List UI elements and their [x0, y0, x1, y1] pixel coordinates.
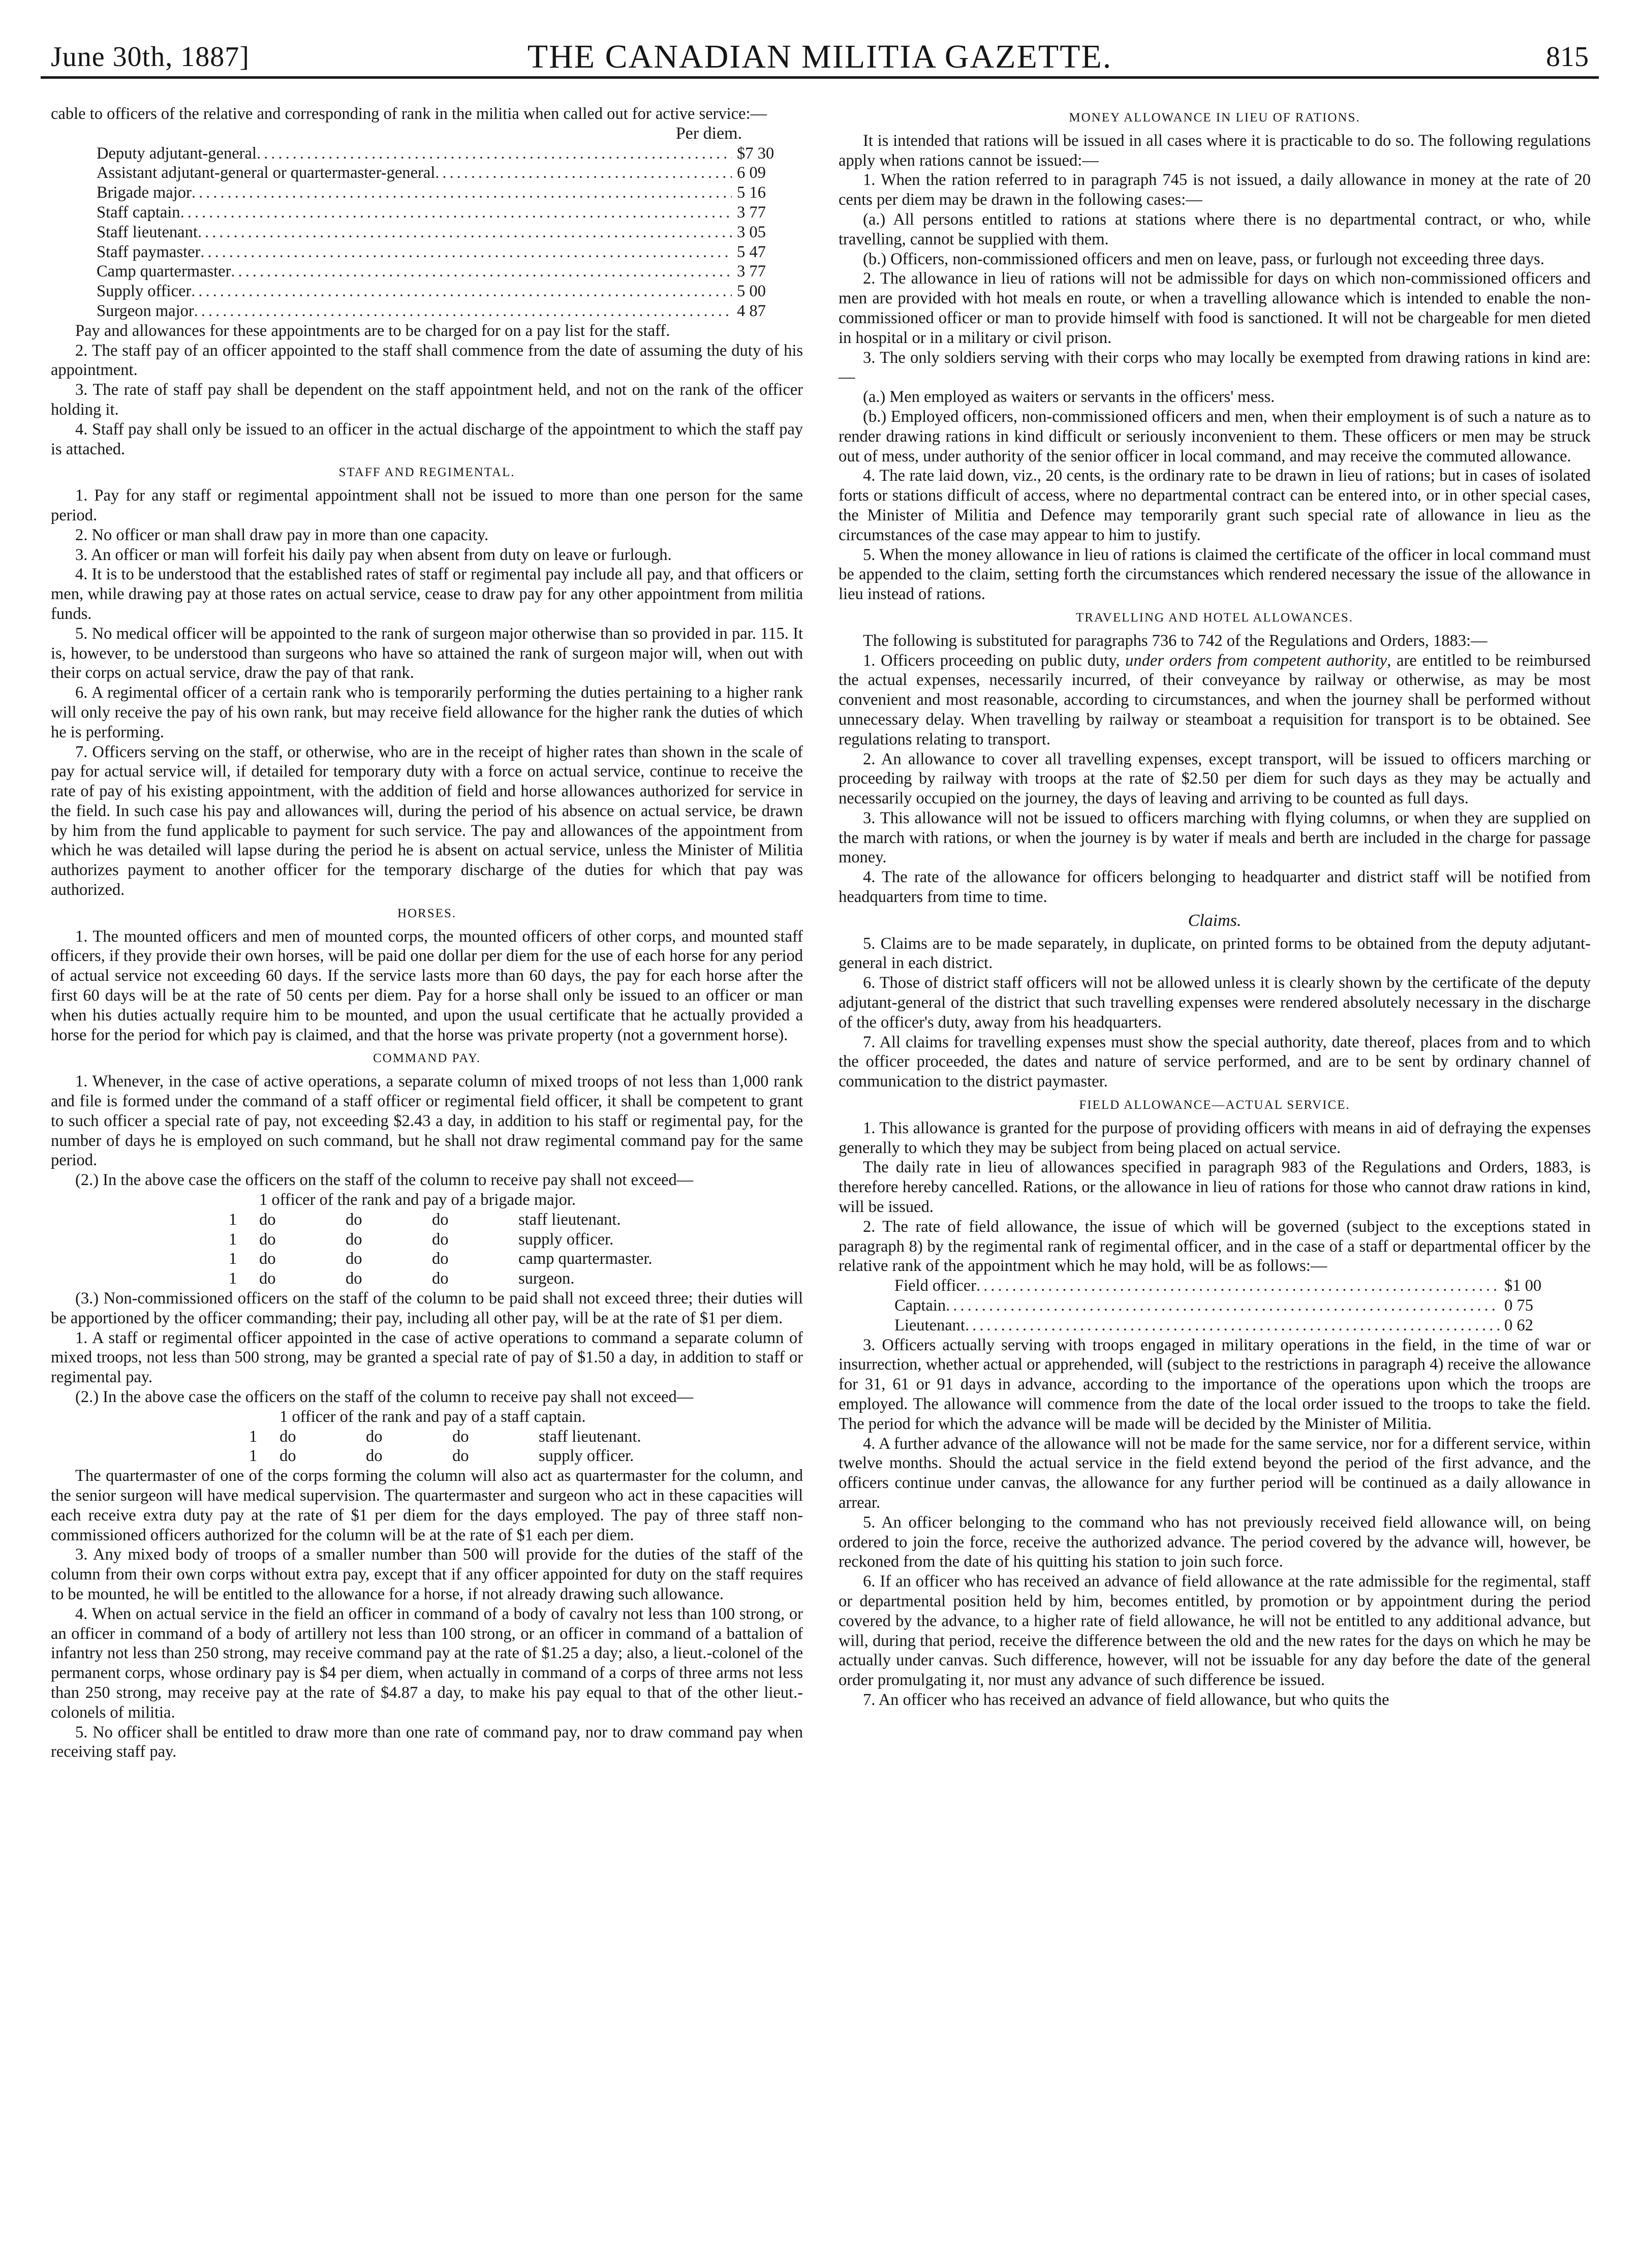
- paragraph: 1. This allowance is granted for the purpose of providing officers with means in aid of defraying the expenses generally to which they may be subject from being placed on actual service.: [839, 1119, 1591, 1157]
- role: camp quartermaster.: [518, 1250, 653, 1268]
- paragraph: 4. It is to be understood that the established rates of staff or regimental pay include all pay, and that officers or men, while drawing pay at those rates on actual service, cease to draw pay for any other appointment from militia funds.: [51, 565, 803, 623]
- ditto: do: [259, 1269, 276, 1288]
- role: supply officer.: [518, 1230, 614, 1249]
- paragraph: 1. Whenever, in the case of active operations, a separate column of mixed troops of not less than 1,000 rank and file is formed under the command of a staff officer or regimental field officer, it shall be competent to grant to such officer a special rate of pay, not exceeding $2.43 a day, in addition to his staff or regimental pay, for the number of days he is employed on such command, but he shall not draw regimental command pay for the same period.: [51, 1072, 803, 1170]
- publication-title: THE CANADIAN MILITIA GAZETTE.: [527, 38, 1112, 75]
- officers-list-row: [249, 1446, 803, 1466]
- rank-label: Deputy adjutant-general: [97, 144, 257, 163]
- ditto: do: [346, 1250, 362, 1268]
- staff-rate-row: [97, 262, 803, 282]
- paragraph: 4. Staff pay shall only be issued to an officer in the actual discharge of the appointment to which the staff pay is attached.: [51, 420, 803, 458]
- paragraph: 2. The staff pay of an officer appointed to the staff shall commence from the date of assuming the duty of his appointment.: [51, 341, 803, 380]
- staff-rate-row: [97, 163, 803, 183]
- section-heading-travelling: TRAVELLING AND HOTEL ALLOWANCES.: [1076, 610, 1353, 625]
- rank-label: Field officer: [894, 1277, 976, 1295]
- paragraph: (a.) Men employed as waiters or servants in the officers' mess.: [863, 388, 1275, 407]
- rank-label: Captain: [894, 1296, 946, 1315]
- emphasis: under orders from competent authority: [1125, 651, 1387, 670]
- rank-label: Surgeon major: [97, 301, 194, 320]
- paragraph: 4. A further advance of the allowance will not be made for the same service, nor for a different service, within twelve months. Should the actual service in the field extend beyond the period of the first advance, and the officers continue under canvas, the allowance for any further period will be continued as a daily allowance in arrear.: [839, 1434, 1591, 1512]
- rate-value: 3 05: [737, 223, 766, 241]
- rank-label: Lieutenant: [894, 1316, 965, 1334]
- rate-value: 5 16: [737, 183, 766, 202]
- section-heading-command-pay: COMMAND PAY.: [373, 1051, 481, 1066]
- ditto: do: [280, 1447, 296, 1466]
- paragraph: 3. The only soldiers serving with their corps who may locally be exempted from drawing rations in kind are:—: [839, 348, 1591, 387]
- ditto: do: [432, 1230, 449, 1249]
- officers-list-row: [229, 1210, 803, 1230]
- paragraph: 2. No officer or man shall draw pay in more than one capacity.: [75, 525, 489, 544]
- officers-list-first: 1 officer of the rank and pay of a brigade major.: [259, 1191, 576, 1209]
- role: staff lieutenant.: [518, 1210, 621, 1229]
- role: staff lieutenant.: [539, 1427, 641, 1446]
- rank-label: Staff captain: [97, 203, 180, 222]
- paragraph: 7. An officer who has received an advance of field allowance, but who quits the: [863, 1690, 1389, 1709]
- ditto: do: [259, 1210, 276, 1229]
- text-run: , are entitled to be reimbursed the actual expenses, necessarily incurred, of their conveyance by railway or otherwise, as may be most convenient and most reasonable, according to circumstances, and when the journey shall be performed without unnecessary delay. When travelling by railway or steamboat a requisition for transport is to be obtained. See regulations relating to transport.: [839, 651, 1591, 749]
- ditto: do: [346, 1230, 362, 1249]
- rate-value: 5 47: [737, 242, 766, 261]
- officers-list: [51, 1190, 803, 1289]
- officers-list-row: [229, 1190, 803, 1210]
- field-rate-row: [894, 1316, 1570, 1335]
- staff-rate-row: [97, 183, 803, 203]
- paragraph: 2. The allowance in lieu of rations will not be admissible for days on which non-commissioned officers and men are provided with hot meals en route, or when a travelling allowance which is intended to enable the non-commissioned officer or man to provide himself with food is sanctioned. It will not be chargeable for men dieted in hospital or in a military or civil prison.: [839, 269, 1591, 347]
- paragraph: (a.) All persons entitled to rations at stations where there is no departmental contract, or who, while travelling, cannot be supplied with them.: [839, 210, 1591, 248]
- staff-rate-row: [97, 301, 803, 321]
- paragraph: 7. All claims for travelling expenses must show the special authority, date thereof, places from and to which the officer proceeded, the dates and nature of service performed, and are to be sent by ordinary channel of communication to the district paymaster.: [839, 1033, 1591, 1091]
- paragraph: 5. No officer shall be entitled to draw more than one rate of command pay, nor to draw command pay when receiving staff pay.: [51, 1723, 803, 1761]
- count: 1: [249, 1447, 258, 1466]
- staff-rate-row: [97, 144, 803, 164]
- paragraph: (2.) In the above case the officers on the staff of the column to receive pay shall not exceed—: [75, 1171, 694, 1190]
- section-heading-claims: Claims.: [1188, 911, 1242, 930]
- role: supply officer.: [539, 1447, 634, 1466]
- paragraph: 4. When on actual service in the field an officer in command of a body of cavalry not less than 100 strong, or an officer in command of a body of artillery not less than 100 strong, or an officer in command of a battalion of infantry not less than 250 strong, may receive command pay at the rate of $1.25 a day; also, a lieut.-colonel of the permanent corps, whose ordinary pay is $4 per diem, when actually in command of a corps of three arms not less than 250 strong, may receive pay at the rate of $4.87 a day, to make his pay equal to that of the other lieut.-colonels of militia.: [51, 1604, 803, 1722]
- paragraph: 6. Those of district staff officers will not be allowed unless it is clearly shown by the certificate of the deputy adjutant-general of the district that such travelling expenses were rendered absolutely necessary in the discharge of the officer's duty, away from his headquarters.: [839, 974, 1591, 1032]
- paragraph: It is intended that rations will be issued in all cases where it is practicable to do so. The following regulations apply when rations cannot be issued:—: [839, 131, 1591, 170]
- rank-label: Assistant adjutant-general or quartermaster-general: [97, 164, 436, 182]
- ditto: do: [259, 1250, 276, 1268]
- issue-date: June 30th, 1887]: [51, 41, 250, 73]
- rate-value: $1 00: [1504, 1277, 1542, 1295]
- rate-value: 0 75: [1504, 1296, 1533, 1315]
- staff-rate-row: [97, 223, 803, 242]
- paragraph: 2. The rate of field allowance, the issue of which will be governed (subject to the exceptions stated in paragraph 8) by the regimental rank of regimental officer, and in the case of a staff or departmental officer by the relative rank of the appointment which he may hold, will be as follows:—: [839, 1217, 1591, 1276]
- role: surgeon.: [518, 1269, 575, 1288]
- ditto: do: [346, 1269, 362, 1288]
- rate-value: 5 00: [737, 282, 766, 301]
- rate-value: 0 62: [1504, 1316, 1533, 1334]
- ditto: do: [432, 1210, 449, 1229]
- paragraph: 5. Claims are to be made separately, in duplicate, on printed forms to be obtained from the deputy adjutant-general in each district.: [839, 934, 1591, 973]
- officers-list-row: [249, 1427, 803, 1447]
- paragraph: 3. Officers actually serving with troops engaged in military operations in the field, in the time of war or insurrection, whether actual or apprehended, will (subject to the restrictions in paragraph 4) receive the allowance for 31, 61 or 91 days in advance, according to the importance of the operations upon which the troops are employed. The allowance will commence from the date of the local order issued to the troops to take the field. The period for which the advance will be made will be decided by the Minister of Militia.: [839, 1335, 1591, 1433]
- text-run: 1. Officers proceeding on public duty,: [863, 651, 1126, 670]
- paragraph: 7. Officers serving on the staff, or otherwise, who are in the receipt of higher rates than shown in the scale of pay for actual service will, if detailed for temporary duty with a force on actual service, continue to receive the rate of pay of his existing appointment, with the addition of field and horse allowances authorized for service in the field. In such case his pay and allowances will, during the period of his absence on actual service, be drawn by him from the fund applicable to payment for such service. The pay and allowances of the appointment from which he was detailed will lapse during the period he is absent on actual service, unless the Minister of Militia authorizes payment to another officer for the temporary discharge of the duties for which that pay was authorized.: [51, 742, 803, 899]
- count: 1: [229, 1250, 237, 1268]
- paragraph: 1. Pay for any staff or regimental appointment shall not be issued to more than one person for the same period.: [51, 486, 803, 524]
- page-header: [41, 30, 1599, 79]
- section-heading-horses: HORSES.: [397, 906, 457, 920]
- intro-paragraph: cable to officers of the relative and corresponding of rank in the militia when called out for active service:—: [51, 105, 767, 123]
- count: 1: [229, 1210, 237, 1229]
- paragraph: 4. The rate of the allowance for officers belonging to headquarter and district staff will be notified from headquarters from time to time.: [839, 868, 1591, 907]
- paragraph: [839, 651, 1591, 750]
- rank-label: Camp quartermaster: [97, 262, 231, 281]
- paragraph: 5. An officer belonging to the command who has not previously received field allowance will, on being ordered to join the force, receive the authorized advance. The period covered by the advance will, however, be reckoned from the date of his quitting his station to join such force.: [839, 1513, 1591, 1571]
- count: 1: [249, 1427, 258, 1446]
- paragraph: 1. When the ration referred to in paragraph 745 is not issued, a daily allowance in money at the rate of 20 cents per diem may be drawn in the following cases:—: [839, 171, 1591, 209]
- paragraph: 4. The rate laid down, viz., 20 cents, is the ordinary rate to be drawn in lieu of rations; but in cases of isolated forts or stations difficult of access, where no departmental contract can be entered into, or in other special cases, the Minister of Militia and Defence may temporarily grant such special rate of allowance in lieu as the circumstances of the case may appear to him to justify.: [839, 467, 1591, 544]
- ditto: do: [432, 1250, 449, 1268]
- officers-list-row: [229, 1230, 803, 1250]
- ditto: do: [366, 1447, 383, 1466]
- officers-list-row: [249, 1407, 803, 1427]
- per-diem-header: Per diem.: [675, 123, 742, 143]
- paragraph: The following is substituted for paragraphs 736 to 742 of the Regulations and Orders, 1883:—: [863, 631, 1488, 650]
- ditto: do: [452, 1447, 469, 1466]
- paragraph: Pay and allowances for these appointments are to be charged for on a pay list for the staff.: [75, 321, 670, 340]
- count: 1: [229, 1269, 237, 1288]
- ditto: do: [432, 1269, 449, 1288]
- paragraph: 3. An officer or man will forfeit his daily pay when absent from duty on leave or furlough.: [75, 545, 672, 564]
- paragraph: (b.) Officers, non-commissioned officers and men on leave, pass, or furlough not exceeding three days.: [863, 250, 1544, 268]
- staff-rate-row: [97, 203, 803, 223]
- paragraph: The quartermaster of one of the corps forming the column will also act as quartermaster for the column, and the senior surgeon will have medical supervision. The quartermaster and surgeon who act in these capacities will each receive extra duty pay at the rate of $1 per diem for the days employed. The pay of three staff non-commissioned officers authorized for the column will be at the rate of $1 each per diem.: [51, 1467, 803, 1544]
- paragraph: The daily rate in lieu of allowances specified in paragraph 983 of the Regulations and Orders, 1883, is therefore hereby cancelled. Rations, or the allowance in lieu of rations for those who cannot draw rations in kind, will be issued.: [839, 1158, 1591, 1217]
- paragraph: 6. If an officer who has received an advance of field allowance at the rate admissible for the regimental, staff or departmental position held by him, becomes entitled, by promotion or by appointment during the period covered by the advance, to a higher rate of field allowance, he will not be entitled to any additional advance, but will, during that period, receive the difference between the old and the new rates for the days on which he may be actually under canvas. Such difference, however, will not be issuable for any day before the date of the general order promulgating it, nor must any advance of such difference be issued.: [839, 1572, 1591, 1690]
- paragraph: 5. No medical officer will be appointed to the rank of surgeon major otherwise than so provided in par. 115. It is, however, to be understood than surgeons who have so attained the rank of surgeon major will, when out with their corps on actual service, draw the pay of that rank.: [51, 624, 803, 682]
- officers-list: [51, 1407, 803, 1466]
- paragraph: 1. A staff or regimental officer appointed in the case of active operations to command a separate column of mixed troops, not less than 500 strong, may be granted a special rate of pay of $1.50 a day, in addition to staff or regimental pay.: [51, 1328, 803, 1387]
- officers-list-row: [229, 1269, 803, 1289]
- rate-value: $7 30: [737, 144, 775, 163]
- section-heading-staff-regimental: STAFF AND REGIMENTAL.: [338, 465, 515, 480]
- paragraph: 3. This allowance will not be issued to officers marching with flying columns, or when they are supplied on the march with rations, or when the journey is by water if meals and berth are included in the charge for passage money.: [839, 809, 1591, 867]
- rank-label: Supply officer: [97, 282, 192, 301]
- rate-value: 4 87: [737, 301, 766, 320]
- ditto: do: [259, 1230, 276, 1249]
- paragraph: 1. The mounted officers and men of mounted corps, the mounted officers of other corps, and mounted staff officers, if they provide their own horses, will be paid one dollar per diem for the use of each horse for any period of actual service not exceeding 60 days. If the service lasts more than 60 days, the pay for each horse after the first 60 days will be at the rate of 50 cents per diem. Pay for a horse shall only be issued to an officer or man when his duties actually require him to be mounted, and upon the usual certificate that he actually provided a horse for the period for which pay is claimed, and that the horse was private property (not a government horse).: [51, 927, 803, 1044]
- paragraph: (3.) Non-commissioned officers on the staff of the column to be paid shall not exceed three; their duties will be apportioned by the officer commanding; their pay, including all other pay, will be at the rate of $1 per diem.: [51, 1289, 803, 1327]
- paragraph: 6. A regimental officer of a certain rank who is temporarily performing the duties pertaining to a higher rank will only receive the pay of his own rank, but may receive field allowance for the higher rank the duties of which he is performing.: [51, 683, 803, 741]
- field-rate-row: [894, 1276, 1570, 1296]
- officers-list-first: 1 officer of the rank and pay of a staff captain.: [280, 1407, 586, 1426]
- page-number: 815: [1546, 41, 1589, 73]
- rank-label: Staff lieutenant: [97, 223, 198, 241]
- officers-list-row: [229, 1249, 803, 1269]
- field-rates-table: [839, 1276, 1591, 1335]
- paragraph: (2.) In the above case the officers on the staff of the column to receive pay shall not exceed—: [75, 1388, 694, 1406]
- staff-rate-row: [97, 282, 803, 301]
- count: 1: [229, 1230, 237, 1249]
- staff-rates-table: [51, 144, 803, 321]
- ditto: do: [280, 1427, 296, 1446]
- staff-rate-row: [97, 242, 803, 262]
- right-column: [839, 104, 1591, 1710]
- paragraph: 5. When the money allowance in lieu of rations is claimed the certificate of the officer in local command must be appended to the claim, setting forth the circumstances which rendered necessary the issue of the allowance in lieu instead of rations.: [839, 545, 1591, 604]
- rate-value: 6 09: [737, 164, 766, 182]
- rank-label: Staff paymaster: [97, 242, 201, 261]
- ditto: do: [366, 1427, 383, 1446]
- rank-label: Brigade major: [97, 183, 192, 202]
- left-column: [51, 104, 803, 1762]
- section-heading-field-allowance: FIELD ALLOWANCE—ACTUAL SERVICE.: [1079, 1098, 1350, 1112]
- section-heading-money-allowance: MONEY ALLOWANCE IN LIEU OF RATIONS.: [1069, 111, 1360, 125]
- paragraph: 2. An allowance to cover all travelling expenses, except transport, will be issued to officers marching or proceeding by railway with troops at the rate of $2.50 per diem for such days as they may be actually and necessarily occupied on the journey, the days of leaving and arriving to be counted as full days.: [839, 750, 1591, 808]
- field-rate-row: [894, 1296, 1570, 1316]
- ditto: do: [346, 1210, 362, 1229]
- paragraph: 3. Any mixed body of troops of a smaller number than 500 will provide for the duties of the staff of the column from their own corps without extra pay, except that if any officer appointed for duty on the staff requires to be mounted, he will be entitled to the allowance for a horse, if not already drawing such allowance.: [51, 1545, 803, 1603]
- rate-value: 3 77: [737, 203, 766, 222]
- paragraph: (b.) Employed officers, non-commissioned officers and men, when their employment is of such a nature as to render drawing rations in kind difficult or seriously inconvenient to them. These officers or men may be struck out of mess, under authority of the senior officer in local command, and may receive the commuted allowance.: [839, 407, 1591, 465]
- rate-value: 3 77: [737, 262, 766, 281]
- paragraph: 3. The rate of staff pay shall be dependent on the staff appointment held, and not on the rank of the officer holding it.: [51, 381, 803, 419]
- ditto: do: [452, 1427, 469, 1446]
